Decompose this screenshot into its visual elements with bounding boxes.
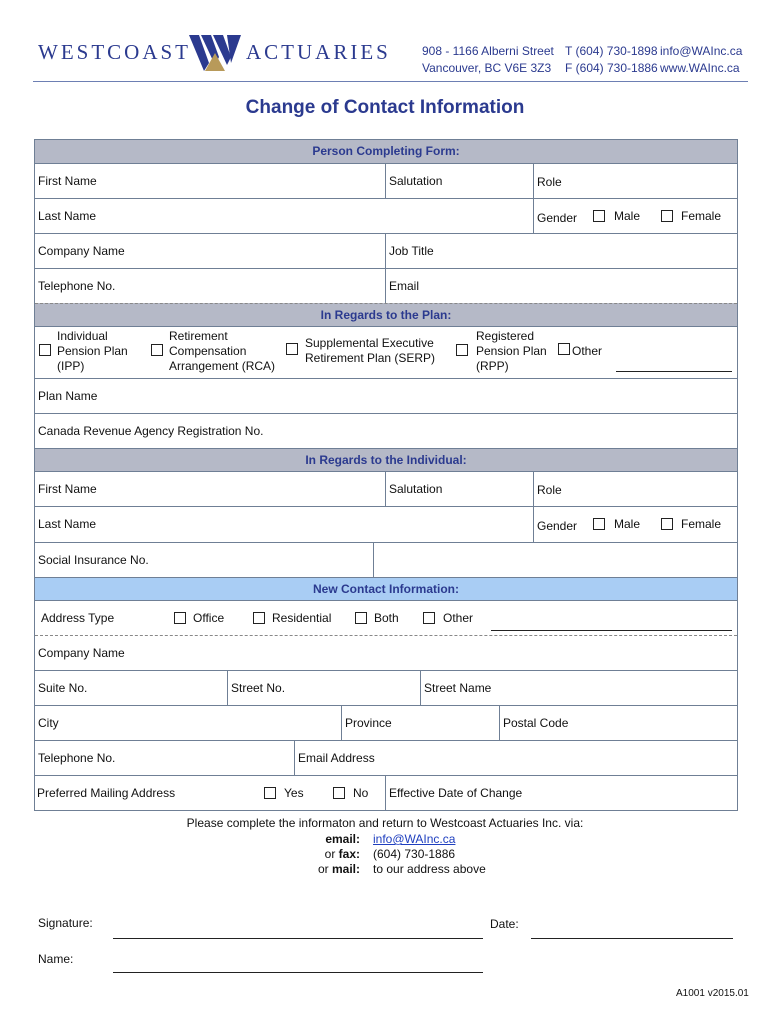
logo-w-mark-icon <box>187 33 243 73</box>
plan-ipp-checkbox[interactable] <box>39 344 51 356</box>
footer-email-prefix: email: <box>325 832 360 846</box>
individual-row-last-name <box>35 506 737 542</box>
section-new-contact: New Contact Information: <box>35 577 737 600</box>
person-row-telephone <box>35 268 737 303</box>
address-residential-checkbox[interactable] <box>253 612 265 624</box>
header-website[interactable]: www.WAInc.ca <box>660 61 740 75</box>
person-gender-field: Gender Male Female <box>533 199 737 233</box>
plan-rca-label: Retirement Compensation Arrangement (RCA) <box>169 329 276 373</box>
header-phone: T (604) 730-1898 <box>565 44 658 58</box>
plan-rca-checkbox[interactable] <box>151 344 163 356</box>
address-office-checkbox[interactable] <box>174 612 186 624</box>
plan-cra-row[interactable] <box>35 413 737 448</box>
postal-code-field[interactable]: Postal Code <box>499 706 737 740</box>
name-line[interactable] <box>113 972 483 973</box>
individual-row-sin <box>35 542 737 577</box>
individual-gender-field: Gender Male Female <box>533 507 737 542</box>
address-line1: 908 - 1166 Alberni Street <box>422 44 554 58</box>
city-row <box>35 705 737 740</box>
individual-female-checkbox[interactable] <box>661 518 673 530</box>
individual-role-field[interactable]: Role <box>533 472 737 506</box>
person-last-name-label: Last Name <box>38 209 97 223</box>
address-other-input[interactable] <box>491 630 732 631</box>
name-label: Name: <box>38 952 74 966</box>
address-type-row: Address Type Office Residential Both Other <box>35 600 737 635</box>
address-both-checkbox[interactable] <box>355 612 367 624</box>
new-company-label: Company Name <box>38 646 125 660</box>
date-label: Date: <box>490 917 519 931</box>
section-individual: In Regards to the Individual: <box>35 448 737 471</box>
contact-form <box>34 139 738 811</box>
footer-mail-value: to our address above <box>373 862 486 876</box>
person-salutation-field[interactable]: Salutation <box>385 164 533 198</box>
effective-date-field[interactable]: Effective Date of Change <box>385 776 737 810</box>
individual-sin-label: Social Insurance No. <box>38 553 149 567</box>
email-address-field[interactable]: Email Address <box>294 741 737 775</box>
plan-serp-label: Supplemental Executive Retirement Plan (SERP) <box>305 336 436 365</box>
plan-ipp-label: Individual Pension Plan (IPP) <box>57 329 128 373</box>
suite-no-label: Suite No. <box>38 681 88 695</box>
mailing-yes-checkbox[interactable] <box>264 787 276 799</box>
city-label: City <box>38 716 59 730</box>
mailing-no-checkbox[interactable] <box>333 787 345 799</box>
individual-salutation-field[interactable]: Salutation <box>385 472 533 506</box>
address-line2: Vancouver, BC V6E 3Z3 <box>422 61 552 75</box>
person-row-name <box>35 163 737 198</box>
plan-name-row[interactable] <box>35 378 737 413</box>
signature-label: Signature: <box>38 916 93 930</box>
header-divider <box>33 81 748 82</box>
individual-sin-input[interactable] <box>373 543 737 577</box>
date-line[interactable] <box>531 938 733 939</box>
address-other-checkbox[interactable] <box>423 612 435 624</box>
plan-rpp-checkbox[interactable] <box>456 344 468 356</box>
section-plan: In Regards to the Plan: <box>35 303 737 326</box>
signature-line[interactable] <box>113 938 483 939</box>
footer-email-link[interactable]: info@WAInc.ca <box>373 832 456 846</box>
individual-row-name <box>35 471 737 506</box>
plan-serp-checkbox[interactable] <box>286 343 298 355</box>
individual-male-checkbox[interactable] <box>593 518 605 530</box>
section-person-completing: Person Completing Form: <box>35 140 737 163</box>
plan-cra-label: Canada Revenue Agency Registration No. <box>38 424 264 438</box>
plan-other-label: Other <box>572 344 603 358</box>
mailing-row: Preferred Mailing Address Yes No Effective Date of Change <box>35 775 737 810</box>
province-field[interactable]: Province <box>341 706 499 740</box>
new-telephone-label: Telephone No. <box>38 751 116 765</box>
person-telephone-label: Telephone No. <box>38 279 116 293</box>
footer-mail-prefix: or mail: <box>317 862 360 876</box>
form-code: A1001 v2015.01 <box>676 988 749 999</box>
footer-instructions: Please complete the informaton and return to Westcoast Actuaries Inc. via: <box>186 816 584 830</box>
address-type-label: Address Type <box>41 611 115 625</box>
individual-first-name-label: First Name <box>38 482 97 496</box>
person-female-checkbox[interactable] <box>661 210 673 222</box>
logo-actuaries: ACTUARIES <box>246 40 391 64</box>
person-male-checkbox[interactable] <box>593 210 605 222</box>
footer-fax-value: (604) 730-1886 <box>373 847 456 861</box>
person-company-label: Company Name <box>38 244 125 258</box>
header-email[interactable]: info@WAInc.ca <box>660 44 743 58</box>
preferred-mailing-label: Preferred Mailing Address <box>37 786 176 800</box>
person-row-last-name <box>35 198 737 233</box>
plan-name-label: Plan Name <box>38 389 98 403</box>
plan-rpp-label: Registered Pension Plan (RPP) <box>476 329 547 373</box>
new-telephone-row <box>35 740 737 775</box>
person-row-company <box>35 233 737 268</box>
logo-westcoast: WESTCOAST <box>38 40 191 64</box>
plan-type-row <box>35 326 737 378</box>
individual-last-name-label: Last Name <box>38 517 97 531</box>
header-fax: F (604) 730-1886 <box>565 61 658 75</box>
footer-fax-prefix: or fax: <box>324 847 360 861</box>
new-company-row[interactable] <box>35 635 737 670</box>
street-name-field[interactable]: Street Name <box>420 671 737 705</box>
plan-other-checkbox[interactable] <box>558 343 570 355</box>
page-title: Change of Contact Information <box>245 97 525 118</box>
person-role-field[interactable]: Role <box>533 164 737 198</box>
plan-other-input[interactable] <box>616 371 732 372</box>
street-row <box>35 670 737 705</box>
person-email-field[interactable]: Email <box>385 269 737 303</box>
person-first-name-label: First Name <box>38 174 97 188</box>
person-job-title-field[interactable]: Job Title <box>385 234 737 268</box>
street-no-field[interactable]: Street No. <box>227 671 420 705</box>
